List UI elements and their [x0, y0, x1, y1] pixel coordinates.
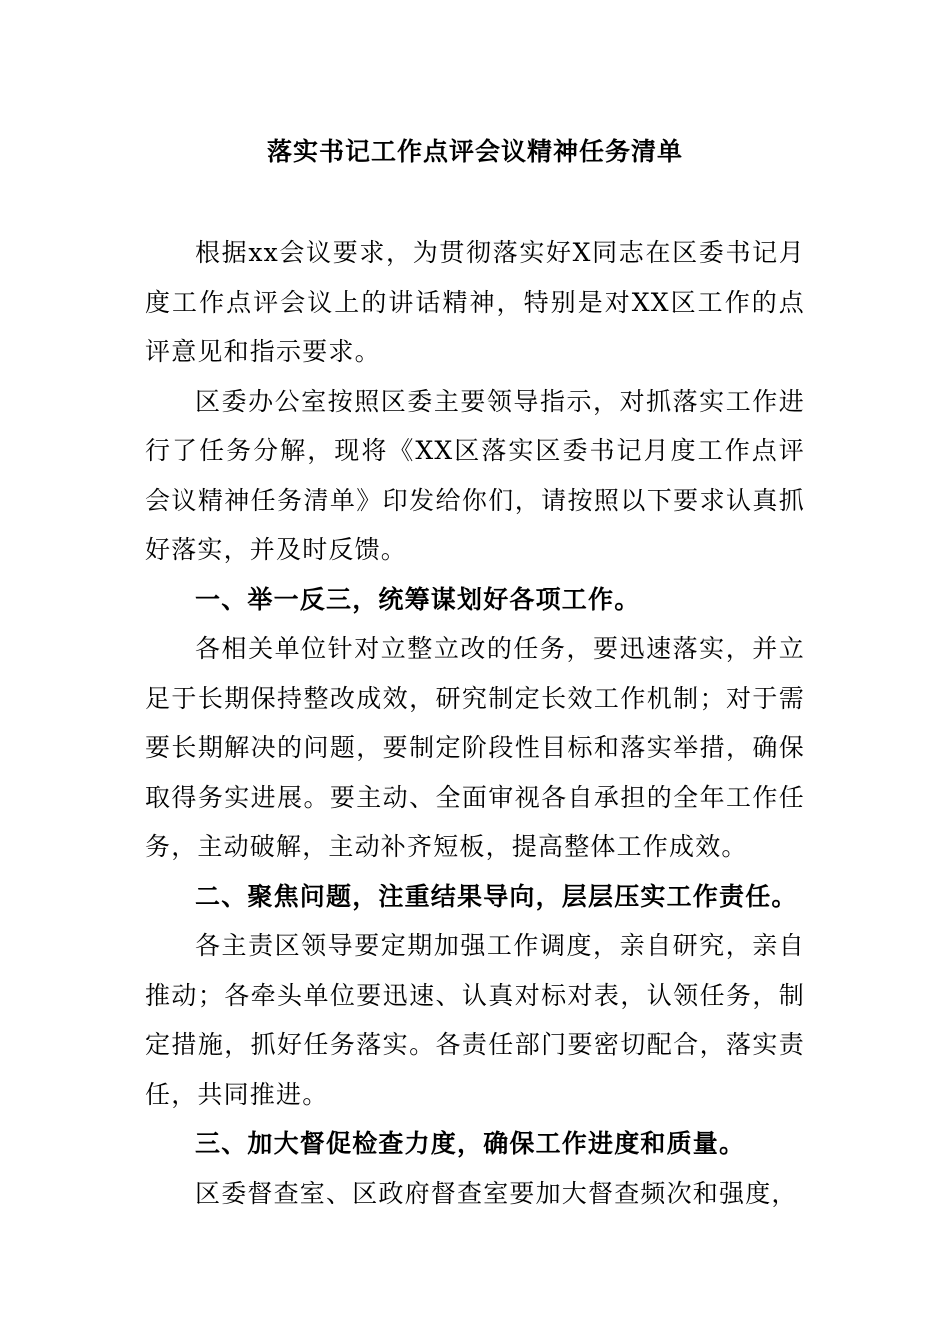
- section-heading-2: 二、聚焦问题，注重结果导向，层层压实工作责任。: [195, 881, 798, 911]
- section-paragraph-1: 各相关单位针对立整立改的任务，要迅速落实，并立足于长期保持整改成效，研究制定长效工作机制；对于需要长期解决的问题，要制定阶段性目标和落实举措，确保取得务实进展。要主动、全面审视各自承担的全年工作任务，主动破解，主动补齐短板，提高整体工作成效。: [145, 634, 805, 861]
- intro-paragraph: 根据xx会议要求，为贯彻落实好X同志在区委书记月度工作点评会议上的讲话精神，特别是对XX区工作的点评意见和指示要求。: [145, 238, 805, 366]
- section-heading-3: 三、加大督促检查力度，确保工作进度和质量。: [195, 1129, 746, 1158]
- section-heading-1: 一、举一反三，统筹谋划好各项工作。: [195, 584, 641, 614]
- task-paragraph: 区委办公室按照区委主要领导指示，对抓落实工作进行了任务分解，现将《XX区落实区委书记月度工作点评会议精神任务清单》印发给你们，请按照以下要求认真抓好落实，并及时反馈。: [145, 386, 805, 564]
- document-body: [145, 228, 805, 1218]
- section-paragraph-3: 区委督查室、区政府督查室要加大督查频次和强度，: [195, 1178, 798, 1208]
- document-title: 落实书记工作点评会议精神任务清单: [266, 137, 683, 166]
- section-paragraph-2: 各主责区领导要定期加强工作调度，亲自研究，亲自推动；各牵头单位要迅速、认真对标对表，认领任务，制定措施，抓好任务落实。各责任部门要密切配合，落实责任，共同推进。: [145, 931, 805, 1109]
